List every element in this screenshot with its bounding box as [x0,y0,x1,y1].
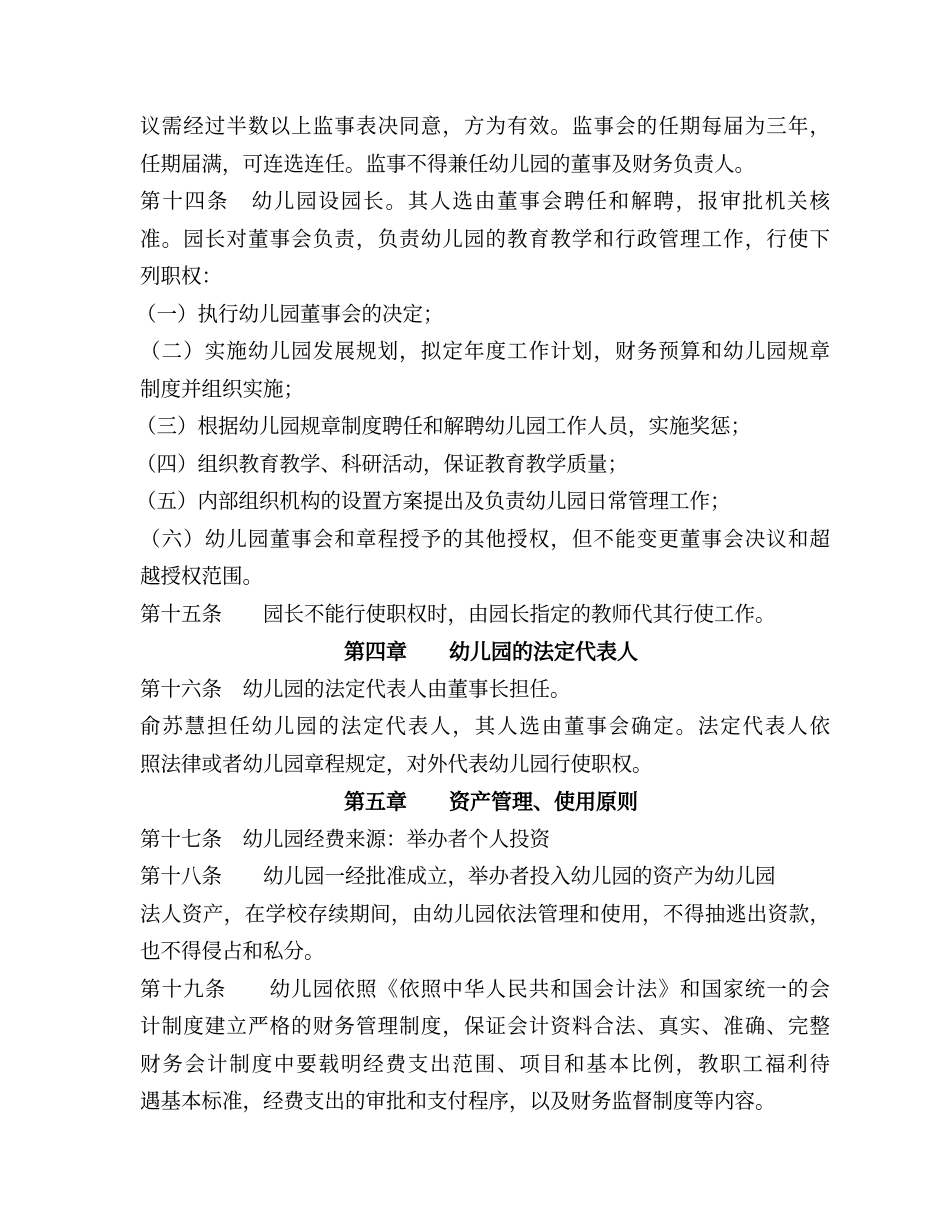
list-item: （三）根据幼儿园规章制度聘任和解聘幼儿园工作人员，实施奖惩； [136,414,751,438]
list-item-continuation: 越授权范围。 [140,564,263,588]
paragraph-line: 任期届满，可连选连任。监事不得兼任幼儿园的董事及财务负责人。 [140,151,755,176]
paragraph-line: 准。园长对董事会负责，负责幼儿园的教育教学和行政管理工作，行使下 [140,226,830,251]
article-18-line: 第十八条 幼儿园一经批准成立，举办者投入幼儿园的资产为幼儿园 [140,864,776,888]
paragraph-line: 法人资产，在学校存续期间，由幼儿园依法管理和使用，不得抽逃出资款， [140,901,830,926]
article-19-line: 第十九条 幼儿园依照《依照中华人民共和国会计法》和国家统一的会 [140,976,830,1001]
article-16-line: 第十六条 幼儿园的法定代表人由董事长担任。 [140,676,571,701]
chapter-5-heading: 第五章 资产管理、使用原则 [344,789,638,814]
paragraph-line: 列职权： [140,264,222,288]
list-item: （二）实施幼儿园发展规划，拟定年度工作计划，财务预算和幼儿园规章 [140,339,830,363]
paragraph-line: 遇基本标准，经费支出的审批和支付程序，以及财务监督制度等内容。 [140,1089,776,1113]
list-item-continuation: 制度并组织实施； [140,376,304,401]
article-14-line: 第十四条 幼儿园设园长。其人选由董事会聘任和解聘，报审批机关核 [140,189,830,213]
paragraph-line: 财务会计制度中要载明经费支出范围、项目和基本比例，教职工福利待 [140,1051,830,1076]
article-17-line: 第十七条 幼儿园经费来源：举办者个人投资 [140,826,550,851]
list-item: （四）组织教育教学、科研活动，保证教育教学质量； [136,451,628,476]
list-item: （六）幼儿园董事会和章程授予的其他授权，但不能变更董事会决议和超 [140,526,830,551]
paragraph-line: 照法律或者幼儿园章程规定，对外代表幼儿园行使职权。 [140,751,653,776]
chapter-4-heading: 第四章 幼儿园的法定代表人 [344,639,638,664]
list-item: （一）执行幼儿园董事会的决定； [136,301,444,326]
paragraph-line: 俞苏慧担任幼儿园的法定代表人，其人选由董事会确定。法定代表人依 [140,714,830,738]
paragraph-line: 议需经过半数以上监事表决同意，方为有效。监事会的任期每届为三年， [140,114,830,138]
paragraph-line: 计制度建立严格的财务管理制度，保证会计资料合法、真实、准确、完整 [140,1014,830,1038]
paragraph-line: 也不得侵占和私分。 [140,939,325,963]
document-body [136,108,830,1121]
article-15-line: 第十五条 园长不能行使职权时，由园长指定的教师代其行使工作。 [140,601,776,626]
list-item: （五）内部组织机构的设置方案提出及负责幼儿园日常管理工作； [136,489,731,513]
